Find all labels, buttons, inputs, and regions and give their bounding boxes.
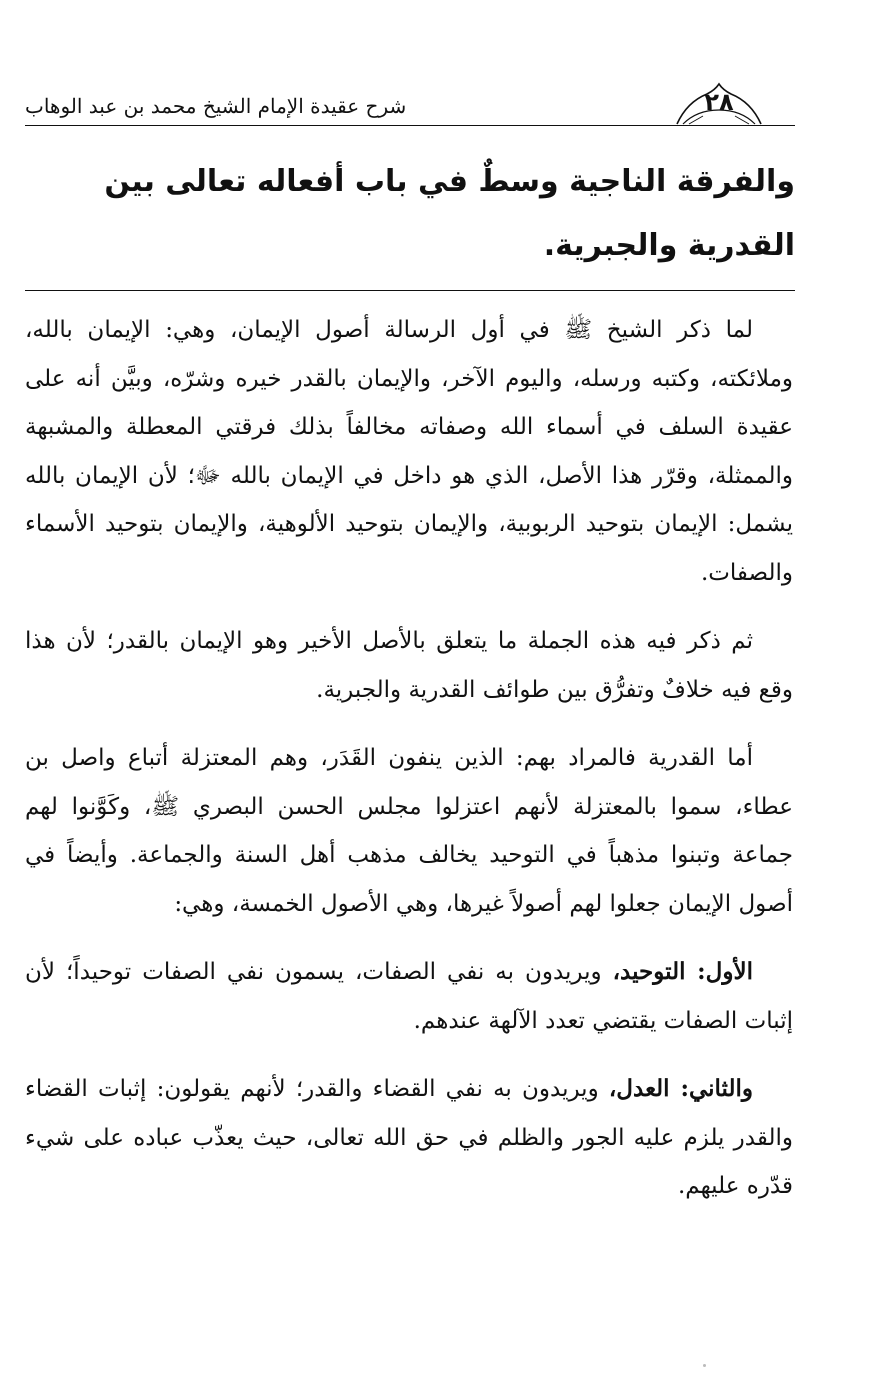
header-rule (25, 125, 795, 126)
page-number-badge (673, 80, 765, 126)
running-title-text: شرح عقيدة الإمام الشيخ محمد بن عبد الوهاب (25, 94, 407, 118)
point-1-term: الأول: التوحيد، (612, 958, 753, 985)
point-1 (25, 948, 793, 1045)
point-2 (25, 1065, 793, 1211)
paragraph-2: ثم ذكر فيه هذه الجملة ما يتعلق بالأصل الأخير وهو الإيمان بالقدر؛ لأن هذا وقع فيه خلافٌ وتفرُّق بين طوائف القدرية والجبرية. (25, 628, 793, 703)
section-title: والفرقة الناجية وسطٌ في باب أفعاله تعالى بين القدرية والجبرية. (104, 164, 795, 263)
body-text (25, 306, 793, 1231)
point-1-text: ويريدون به نفي الصفات، يسمون نفي الصفات توحيداً؛ لأن إثبات الصفات يقتضي تعدد الآلهة عندهم. (25, 959, 793, 1034)
page-header (25, 60, 795, 126)
paragraph-1: لما ذكر الشيخ ﷺ في أول الرسالة أصول الإيمان، وهي: الإيمان بالله، وملائكته، وكتبه ورسله، واليوم الآخر، والإيمان بالقدر خيره وشرّه، وبيَّن أنه على عقيدة السلف في أسماء الله وصفاته مخالفاً بذلك فرقتي المعطلة والمشبهة والممثلة، وقرّر هذا الأصل، الذي هو داخل في الإيمان بالله ﷻ؛ لأن الإيمان بالله يشمل: الإيمان بتوحيد الربوبية، والإيمان بتوحيد الألوهية، والإيمان بتوحيد الأسماء والصفات. (25, 317, 793, 586)
page-number: ٢٨ (704, 88, 734, 116)
paragraph-3: أما القدرية فالمراد بهم: الذين ينفون القَدَر، وهم المعتزلة أتباع واصل بن عطاء، سموا بالمعتزلة لأنهم اعتزلوا مجلس الحسن البصري ﷺ، وكَوَّنوا لهم جماعة وتبنوا مذهباً في التوحيد يخالف مذهب أهل السنة والجماعة. وأيضاً في أصول الإيمان جعلوا لهم أصولاً غيرها، وهي الأصول الخمسة، وهي: (25, 745, 793, 917)
point-2-term: والثاني: العدل، (608, 1075, 753, 1102)
running-title (25, 94, 625, 118)
title-divider (25, 290, 795, 291)
point-2-text: ويريدون به نفي القضاء والقدر؛ لأنهم يقولون: إثبات القضاء والقدر يلزم عليه الجور والظلم في حق الله تعالى، حيث يعذّب عباده على شيء قدّره عليهم. (25, 1076, 793, 1199)
scan-speck (703, 1364, 706, 1367)
